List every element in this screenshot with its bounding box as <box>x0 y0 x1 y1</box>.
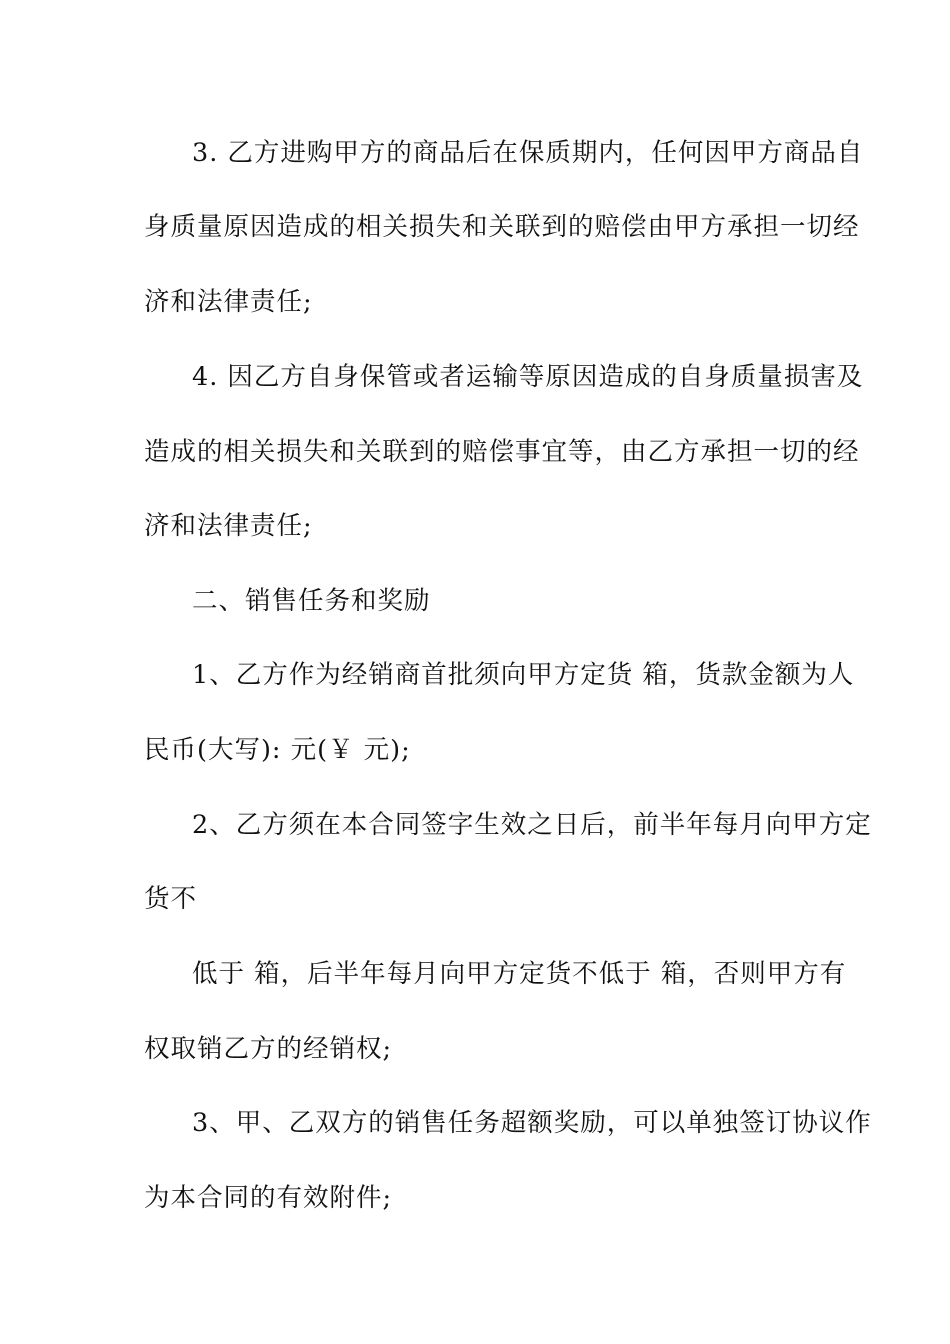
clause-3-line-3: 济和法律责任; <box>144 287 313 317</box>
sales-clause-2-line-1: 2、乙方须在本合同签字生效之日后，前半年每月向甲方定 <box>192 810 872 840</box>
clause-3-line-1: 3. 乙方进购甲方的商品后在保质期内，任何因甲方商品自 <box>192 138 864 168</box>
clause-3-line-2: 身质量原因造成的相关损失和关联到的赔偿由甲方承担一切经 <box>144 212 860 242</box>
clause-4-line-3: 济和法律责任; <box>144 511 313 541</box>
sales-clause-2-line-2: 货不 <box>144 884 198 914</box>
sales-clause-1-line-2: 民币(大写): 元(￥ 元); <box>144 735 411 765</box>
section-heading: 二、销售任务和奖励 <box>192 586 431 616</box>
clause-4-line-2: 造成的相关损失和关联到的赔偿事宜等，由乙方承担一切的经 <box>144 437 860 467</box>
sales-clause-3-line-1: 3、甲、乙双方的销售任务超额奖励，可以单独签订协议作 <box>192 1108 872 1138</box>
sales-clause-3-line-2: 为本合同的有效附件; <box>144 1183 393 1213</box>
clause-4-line-1: 4. 因乙方自身保管或者运输等原因造成的自身质量损害及 <box>192 362 864 392</box>
sales-clause-2-line-4: 权取销乙方的经销权; <box>144 1034 393 1064</box>
sales-clause-2-line-3: 低于 箱，后半年每月向甲方定货不低于 箱，否则甲方有 <box>192 959 847 989</box>
sales-clause-1-line-1: 1、乙方作为经销商首批须向甲方定货 箱，货款金额为人 <box>192 660 855 690</box>
